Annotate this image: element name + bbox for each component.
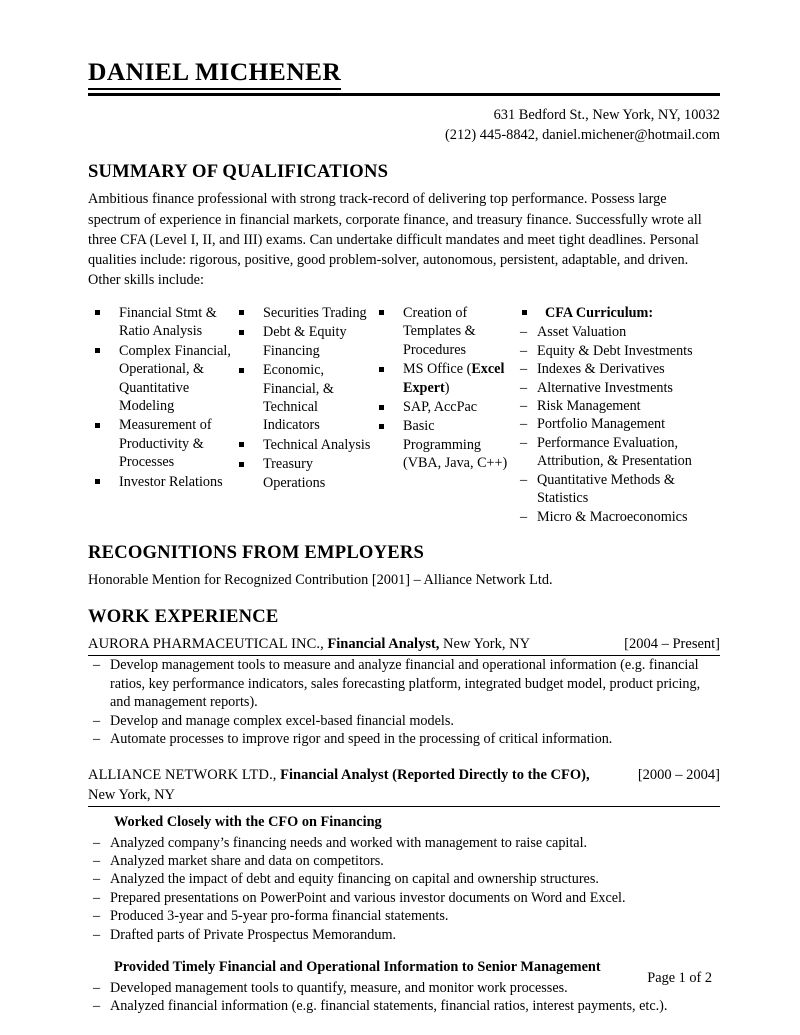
list-item: Debt & Equity Financing [236,323,376,360]
list-item: Treasury Operations [236,455,376,492]
skills-list-1 [92,304,236,492]
list-item: – Automate processes to improve rigor and speed in the processing of critical information. [88,730,720,748]
job-subheading: Provided Timely Financial and Operational Information to Senior Management [114,959,601,976]
list-item: – Produced 3-year and 5-year pro-forma financial statements. [88,907,720,925]
job-bullets-financing [88,834,720,945]
section-title-work-experience: WORK EXPERIENCE [88,606,279,628]
list-item: – Drafted parts of Private Prospectus Memorandum. [88,926,720,944]
list-item: – Equity & Debt Investments [515,342,720,360]
list-item: Economic, Financial, & Technical Indicators [236,361,376,435]
skills-column-2 [236,304,376,494]
list-item: Creation of Templates & Procedures [376,304,515,359]
list-item: – Quantitative Methods & Statistics [515,471,720,508]
section-title-recognitions: RECOGNITIONS FROM EMPLOYERS [88,542,424,564]
header-divider [88,93,720,96]
skills-column-4 [515,304,720,526]
list-item: – Risk Management [515,397,720,415]
resume-content [88,58,720,1015]
list-item: Financial Stmt & Ratio Analysis [92,304,236,341]
list-item: – Develop and manage complex excel-based financial models. [88,712,720,730]
list-item: – Analyzed market share and data on competitors. [88,852,720,870]
cfa-curriculum-heading: CFA Curriculum: [515,304,720,322]
list-item-ms-office: MS Office (Excel Expert) [376,360,515,397]
list-item: – Indexes & Derivatives [515,360,720,378]
skills-column-3 [376,304,515,474]
candidate-name: DANIEL MICHENER [88,58,341,90]
list-item: SAP, AccPac [376,398,515,416]
contact-block [88,105,720,146]
list-item: – Performance Evaluation, Attribution, & Presentation [515,434,720,471]
job-entry-aurora [88,634,720,749]
list-item: – Analyzed the impact of debt and equity financing on capital and ownership structures. [88,870,720,888]
contact-phone-email: (212) 445-8842, daniel.michener@hotmail.com [444,126,720,143]
list-item: Measurement of Productivity & Processes [92,416,236,471]
list-item: – Micro & Macroeconomics [515,508,720,526]
job-subheading: Worked Closely with the CFO on Financing [114,814,382,831]
job-role: Financial Analyst, [327,636,440,653]
job-header [88,765,720,808]
list-item: Investor Relations [92,473,236,491]
page-footer: Page 1 of 2 [647,970,712,986]
resume-header [88,58,720,145]
summary-paragraph: Ambitious finance professional with strong track-record of delivering top performance. Possess large spectrum of experience in financial markets, corporate finance, and treasury finance. Successfully wrote all three CFA (Level I, II, and III) exams. Can undertake difficult mandates and meet tight deadlines. Personal qualities include: rigorous, positive, good problem-solver, autonomous, persistent, adaptable, and driven. Other skills include: [88,191,702,289]
list-item: – Prepared presentations on PowerPoint and various investor documents on Word and Excel. [88,889,720,907]
job-bullets-reporting [88,979,720,1016]
excel-expert-emphasis: Excel Expert [403,361,505,396]
recognition-line: Honorable Mention for Recognized Contribution [2001] – Alliance Network Ltd. [88,571,553,588]
list-item: – Develop management tools to measure and analyze financial and operational information (e.g. financial ratios, key performance indicators, sales forecasting platform, integrated budget model, product pricing, and management reports). [88,656,720,711]
job-bullets-aurora [88,656,720,748]
list-item: Securities Trading [236,304,376,322]
list-item: Technical Analysis [236,436,376,454]
contact-address: 631 Bedford St., New York, NY, 10032 [493,106,720,123]
job-company: ALLIANCE NETWORK LTD., [88,766,277,783]
job-company: AURORA PHARMACEUTICAL INC., [88,636,324,653]
list-item: – Analyzed company’s financing needs and worked with management to raise capital. [88,834,720,852]
list-item: – Portfolio Management [515,415,720,433]
list-item: – Asset Valuation [515,323,720,341]
job-dates: [2000 – 2004] [637,766,720,783]
list-item: Complex Financial, Operational, & Quantitative Modeling [92,342,236,416]
job-header [88,634,720,656]
skills-column-1 [88,304,236,493]
job-location: New York, NY [88,786,176,803]
job-entry-alliance [88,765,720,1016]
skills-columns [88,304,720,526]
job-dates: [2004 – Present] [624,636,720,653]
skills-list-2 [236,304,376,493]
list-item: – Analyzed financial information (e.g. financial statements, financial ratios, interest payments, etc.). [88,997,720,1015]
list-item: Basic Programming (VBA, Java, C++) [376,417,515,472]
cfa-heading-list [515,304,720,322]
skills-list-3 [376,304,515,473]
cfa-items-list [515,323,720,526]
job-location: New York, NY [443,636,531,653]
section-title-summary: SUMMARY OF QUALIFICATIONS [88,161,389,183]
list-item: – Developed management tools to quantify, measure, and monitor work processes. [88,979,720,997]
job-role: Financial Analyst (Reported Directly to the CFO), [280,766,590,783]
list-item: – Alternative Investments [515,379,720,397]
